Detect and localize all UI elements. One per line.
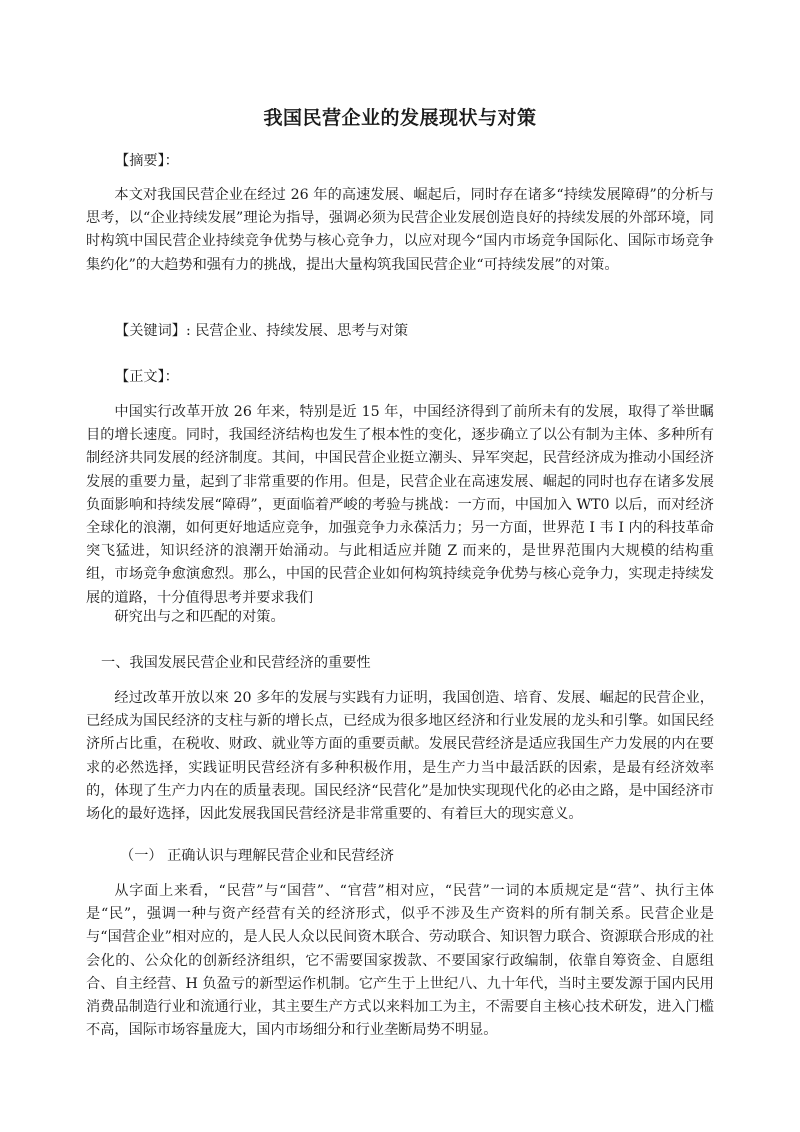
section-1-paragraph: 经过改革开放以來 20 多年的发展与实践有力证明，我国创造、培育、发展、崛起的民营企业，已经成为国民经济的支柱与新的增长点，已经成为很多地区经济和行业发展的龙头和引擎。如国民经济所占比重，在税收、财政、就业等方面的重要贡献。发展民营经济是适应我国生产力发展的内在要求的必然选择，实践证明民营经济有多种积极作用，是生产力当中最活跃的因索，是最有经济效率的，体现了生产力内在的质量表现。国民经济“民营化”是加快实现现代化的必由之路，是中国经济市场化的最好选择，因此发展我国民营经济是非常重要的、有着巨大的现实意义。	[86, 690, 714, 823]
section-1-heading: 一、我国发展民营企业和民营经济的重要性	[101, 655, 371, 671]
body-label: 【正文】：	[115, 369, 179, 385]
subsection-1-heading: （一） 正确认识与理解民营企业和民营经济	[120, 848, 395, 864]
body-paragraph-2: 研究出与之和匹配的对策。	[114, 609, 285, 625]
subsection-1-paragraph: 从字面上来看，“民营”与“国营”、“官营”相对应，“民营”一词的本质规定是“营”、执行主体是“民”，强调一种与资产经营有关的经济形式，似乎不涉及生产资料的所有制关系。民营企业是与“国营企业”相对应的，是人民人众以民间资木联合、劳动联合、知识智力联合、资源联合形成的社会化的、公众化的创新经济组织，它不需要国家拨款、不要国家行政编制，依靠自筹资金、自愿组合、自主经营、H 负盈亏的新型运作机制。它产生于上世纪八、九十年代，当时主要发源于国内民用消费品制造行业和流通行业，其主要生产方式以来料加工为主，不需要自主核心技术研发，进入门槛不高，国际市场容量庞大，国内市场细分和行业垄断局势不明显。	[86, 883, 714, 1039]
abstract-label: 【摘要】：	[115, 153, 179, 169]
document-title: 我国民营企业的发展现状与对策	[263, 107, 537, 129]
keywords-line: 【关键词】: 民营企业、持续发展、思考与对策	[115, 323, 409, 339]
body-paragraph-1: 中国实行改革开放 26 年来，特别是近 15 年，中国经济得到了前所未有的发展，取得了举世瞩目的增长速度。同时，我国经济结构也发生了根本性的变化，逐步确立了以公有制为主体、多种所有制经济共同发展的经济制度。其间，中国民营企业挺立潮头、异军突起，民营经济成为推动小国经济发展的重要力量，起到了非常重要的作用。但是，民营企业在高速发展、崛起的同时也存在诸多发展负面影响和持续发展“障碍”，更面临着严峻的考验与挑战：一方而，中国加入 WT0 以后，而对经济全球化的浪潮，如何更好地适应竞争，加强竞争力永葆活力；另一方面，世界范 I 韦 I 内的科技革命突飞猛进，知识经济的浪潮开始涌动。与此相适应并随 Z 而来的，是世界范围内大规模的结构重组，市场竞争愈演愈烈。那么，中国的民营企业如何构筑持续竞争优势与核心竞争力，实现走持续发展的道路，十分值得思考并要求我们	[86, 404, 714, 606]
abstract-paragraph: 本文对我国民营企业在经过 26 年的高速发展、崛起后，同时存在诸多“持续发展障碍”的分析与思考，以“企业持续发展”理论为指导，强调必须为民营企业发展创造良好的持续发展的外部环境，同时构筑中国民营企业持续竞争优势与核心竞争力，以应对现今“国内市场竞争国际化、国际市场竞争集约化”的大趋势和强有力的挑战，提出大量构筑我国民营企业“可持续发展”的对策。	[86, 187, 714, 273]
